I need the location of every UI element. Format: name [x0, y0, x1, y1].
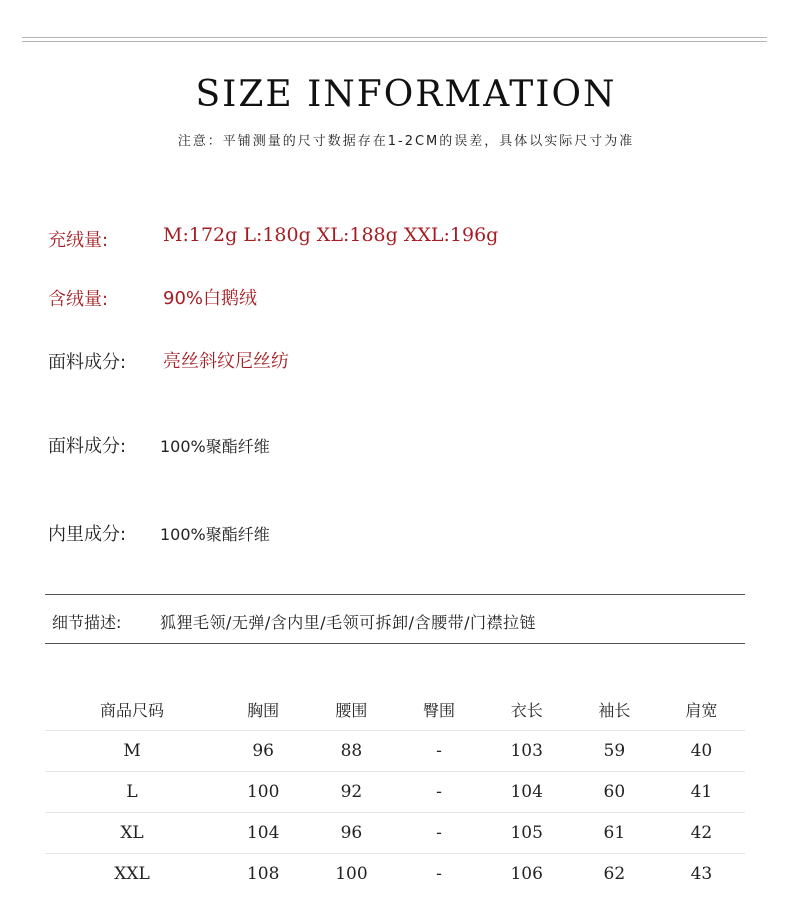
- header-size: 商品尺码: [100, 700, 165, 720]
- lining-label: 内里成分:: [48, 524, 127, 545]
- cell-length: 106: [483, 854, 571, 895]
- cell-waist: 96: [307, 813, 395, 854]
- measurement-note: 注意：平铺测量的尺寸数据存在1-2CM的误差，具体以实际尺寸为准: [177, 134, 635, 149]
- cell-length: 105: [483, 813, 571, 854]
- fabric-label-2: 面料成分:: [48, 436, 127, 457]
- cell-chest: 108: [219, 854, 307, 895]
- cell-chest: 104: [219, 813, 307, 854]
- cell-hip: -: [396, 731, 483, 772]
- cell-hip: -: [396, 813, 483, 854]
- down-content-label: 含绒量:: [48, 289, 109, 310]
- cell-chest: 96: [219, 731, 307, 772]
- page-title: SIZE INFORMATION: [195, 74, 617, 115]
- header-length: 衣长: [510, 700, 543, 720]
- cell-size: XL: [45, 813, 219, 854]
- cell-waist: 88: [307, 731, 395, 772]
- top-rule-2: [22, 41, 767, 42]
- size-table: [45, 688, 745, 894]
- cell-sleeve: 62: [571, 854, 658, 895]
- table-row: [45, 813, 745, 854]
- cell-shoulder: 40: [658, 731, 745, 772]
- header-chest: 胸围: [247, 700, 280, 720]
- cell-sleeve: 61: [571, 813, 658, 854]
- cell-sleeve: 59: [571, 731, 658, 772]
- lining-value: 100%聚酯纤维: [160, 525, 270, 544]
- cell-waist: 100: [307, 854, 395, 895]
- cell-size: L: [45, 772, 219, 813]
- details-bottom-rule: [45, 643, 745, 644]
- details-top-rule: [45, 594, 745, 595]
- fabric-label-1: 面料成分:: [48, 352, 127, 373]
- details-label: 细节描述:: [52, 613, 122, 632]
- cell-chest: 100: [219, 772, 307, 813]
- header-shoulder: 肩宽: [685, 700, 718, 720]
- size-table-header-row: [45, 688, 745, 731]
- fabric-value-2: 100%聚酯纤维: [160, 437, 270, 456]
- table-row: [45, 772, 745, 813]
- cell-hip: -: [396, 854, 483, 895]
- header-hip: 臀围: [423, 700, 456, 720]
- cell-waist: 92: [307, 772, 395, 813]
- cell-sleeve: 60: [571, 772, 658, 813]
- table-row: [45, 854, 745, 895]
- cell-hip: -: [396, 772, 483, 813]
- fabric-value-1: 亮丝斜纹尼丝纺: [163, 351, 289, 372]
- details-value: 狐狸毛领/无弹/含内里/毛领可拆卸/含腰带/门襟拉链: [160, 613, 536, 632]
- cell-size: M: [45, 731, 219, 772]
- fill-weight-value: M:172g L:180g XL:188g XXL:196g: [163, 224, 499, 246]
- cell-size: XXL: [45, 854, 219, 895]
- down-content-value: 90%白鹅绒: [163, 288, 258, 309]
- cell-shoulder: 41: [658, 772, 745, 813]
- cell-length: 103: [483, 731, 571, 772]
- header-waist: 腰围: [335, 700, 368, 720]
- cell-shoulder: 42: [658, 813, 745, 854]
- cell-shoulder: 43: [658, 854, 745, 895]
- table-row: [45, 731, 745, 772]
- cell-length: 104: [483, 772, 571, 813]
- top-rule-1: [22, 37, 767, 38]
- fill-weight-label: 充绒量:: [48, 230, 109, 251]
- header-sleeve: 袖长: [598, 700, 631, 720]
